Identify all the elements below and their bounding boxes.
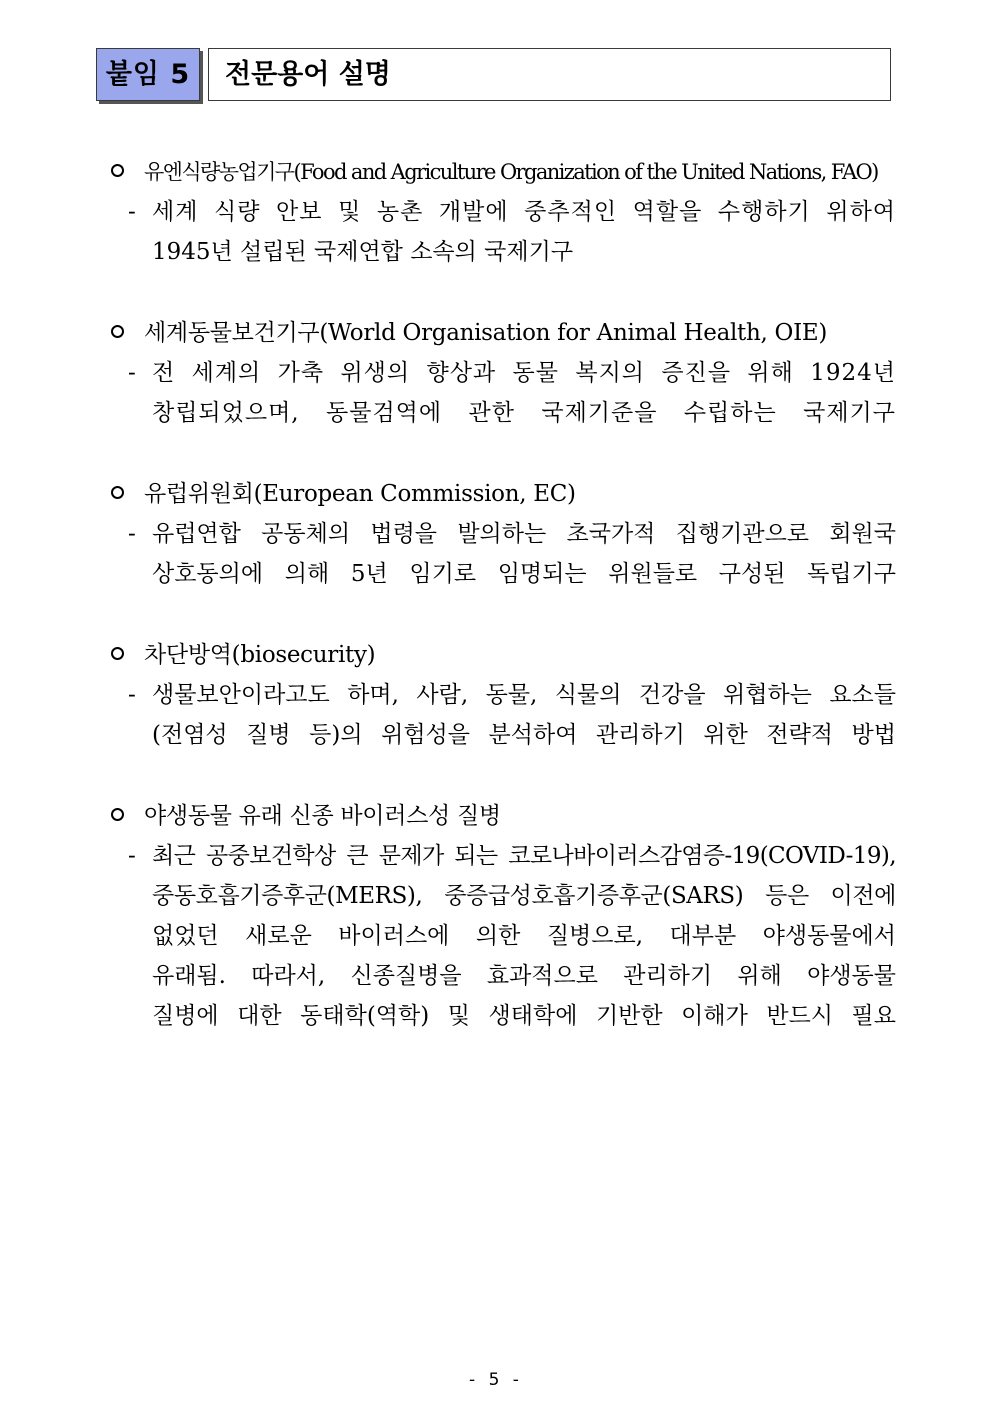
term-section-oie [108,313,896,433]
term-section-fao [108,152,896,272]
description-line: 창립되었으며, 동물검역에 관한 국제기준을 수립하는 국제기구 [152,400,896,426]
circle-bullet-icon [111,486,124,499]
dash-bullet-icon: - [128,199,136,225]
circle-bullet-icon [111,164,124,177]
description-line: 최근 공중보건학상 큰 문제가 되는 코로나바이러스감염증-19(COVID-19), [152,843,896,869]
description-line: 질병에 대한 동태학(역학) 및 생태학에 기반한 이해가 반드시 필요 [152,1003,896,1029]
term-description [108,353,896,433]
description-line: (전염성 질병 등)의 위험성을 분석하여 관리하기 위한 전략적 방법 [152,722,896,748]
dash-bullet-icon: - [128,843,136,869]
term-heading [108,796,896,836]
term-heading [108,152,896,192]
term-section-biosecurity [108,635,896,755]
page-number: - 5 - [469,1370,523,1390]
term-text: 야생동물 유래 신종 바이러스성 질병 [144,803,501,829]
dash-bullet-icon: - [128,682,136,708]
circle-bullet-icon [111,647,124,660]
description-line: 없었던 새로운 바이러스에 의한 질병으로, 대부분 야생동물에서 [152,923,896,949]
description-line: 상호동의에 의해 5년 임기로 임명되는 위원들로 구성된 독립기구 [152,561,896,587]
description-line: 생물보안이라고도 하며, 사람, 동물, 식물의 건강을 위협하는 요소들 [152,682,896,708]
term-heading [108,313,896,353]
circle-bullet-icon [111,325,124,338]
term-text: 차단방역(biosecurity) [144,642,376,668]
term-text: 유엔식량농업기구(Food and Agriculture Organization of the United Nations, FAO) [144,160,878,184]
circle-bullet-icon [111,808,124,821]
description-line: 세계 식량 안보 및 농촌 개발에 중추적인 역할을 수행하기 위하여 [152,199,896,225]
description-line: 전 세계의 가축 위생의 향상과 동물 복지의 증진을 위해 1924년 [152,360,896,386]
description-line: 중동호흡기증후군(MERS), 중증급성호흡기증후군(SARS) 등은 이전에 [152,883,896,909]
term-description [108,836,896,1036]
attachment-label: 붙임 5 [96,48,200,101]
term-list [108,152,896,1077]
dash-bullet-icon: - [128,521,136,547]
term-description [108,675,896,755]
term-heading [108,635,896,675]
term-text: 세계동물보건기구(World Organisation for Animal Health, OIE) [144,320,828,346]
description-line: 1945년 설립된 국제연합 소속의 국제기구 [152,239,574,265]
description-line: 유래됨. 따라서, 신종질병을 효과적으로 관리하기 위해 야생동물 [152,963,896,989]
page-title: 전문용어 설명 [208,48,891,101]
description-line: 유럽연합 공동체의 법령을 발의하는 초국가적 집행기관으로 회원국 [152,521,896,547]
term-section-ec [108,474,896,594]
term-description [108,192,896,272]
term-heading [108,474,896,514]
term-text: 유럽위원회(European Commission, EC) [144,481,576,507]
header [96,48,891,101]
term-description [108,514,896,594]
dash-bullet-icon: - [128,360,136,386]
term-section-emerging-disease [108,796,896,1036]
